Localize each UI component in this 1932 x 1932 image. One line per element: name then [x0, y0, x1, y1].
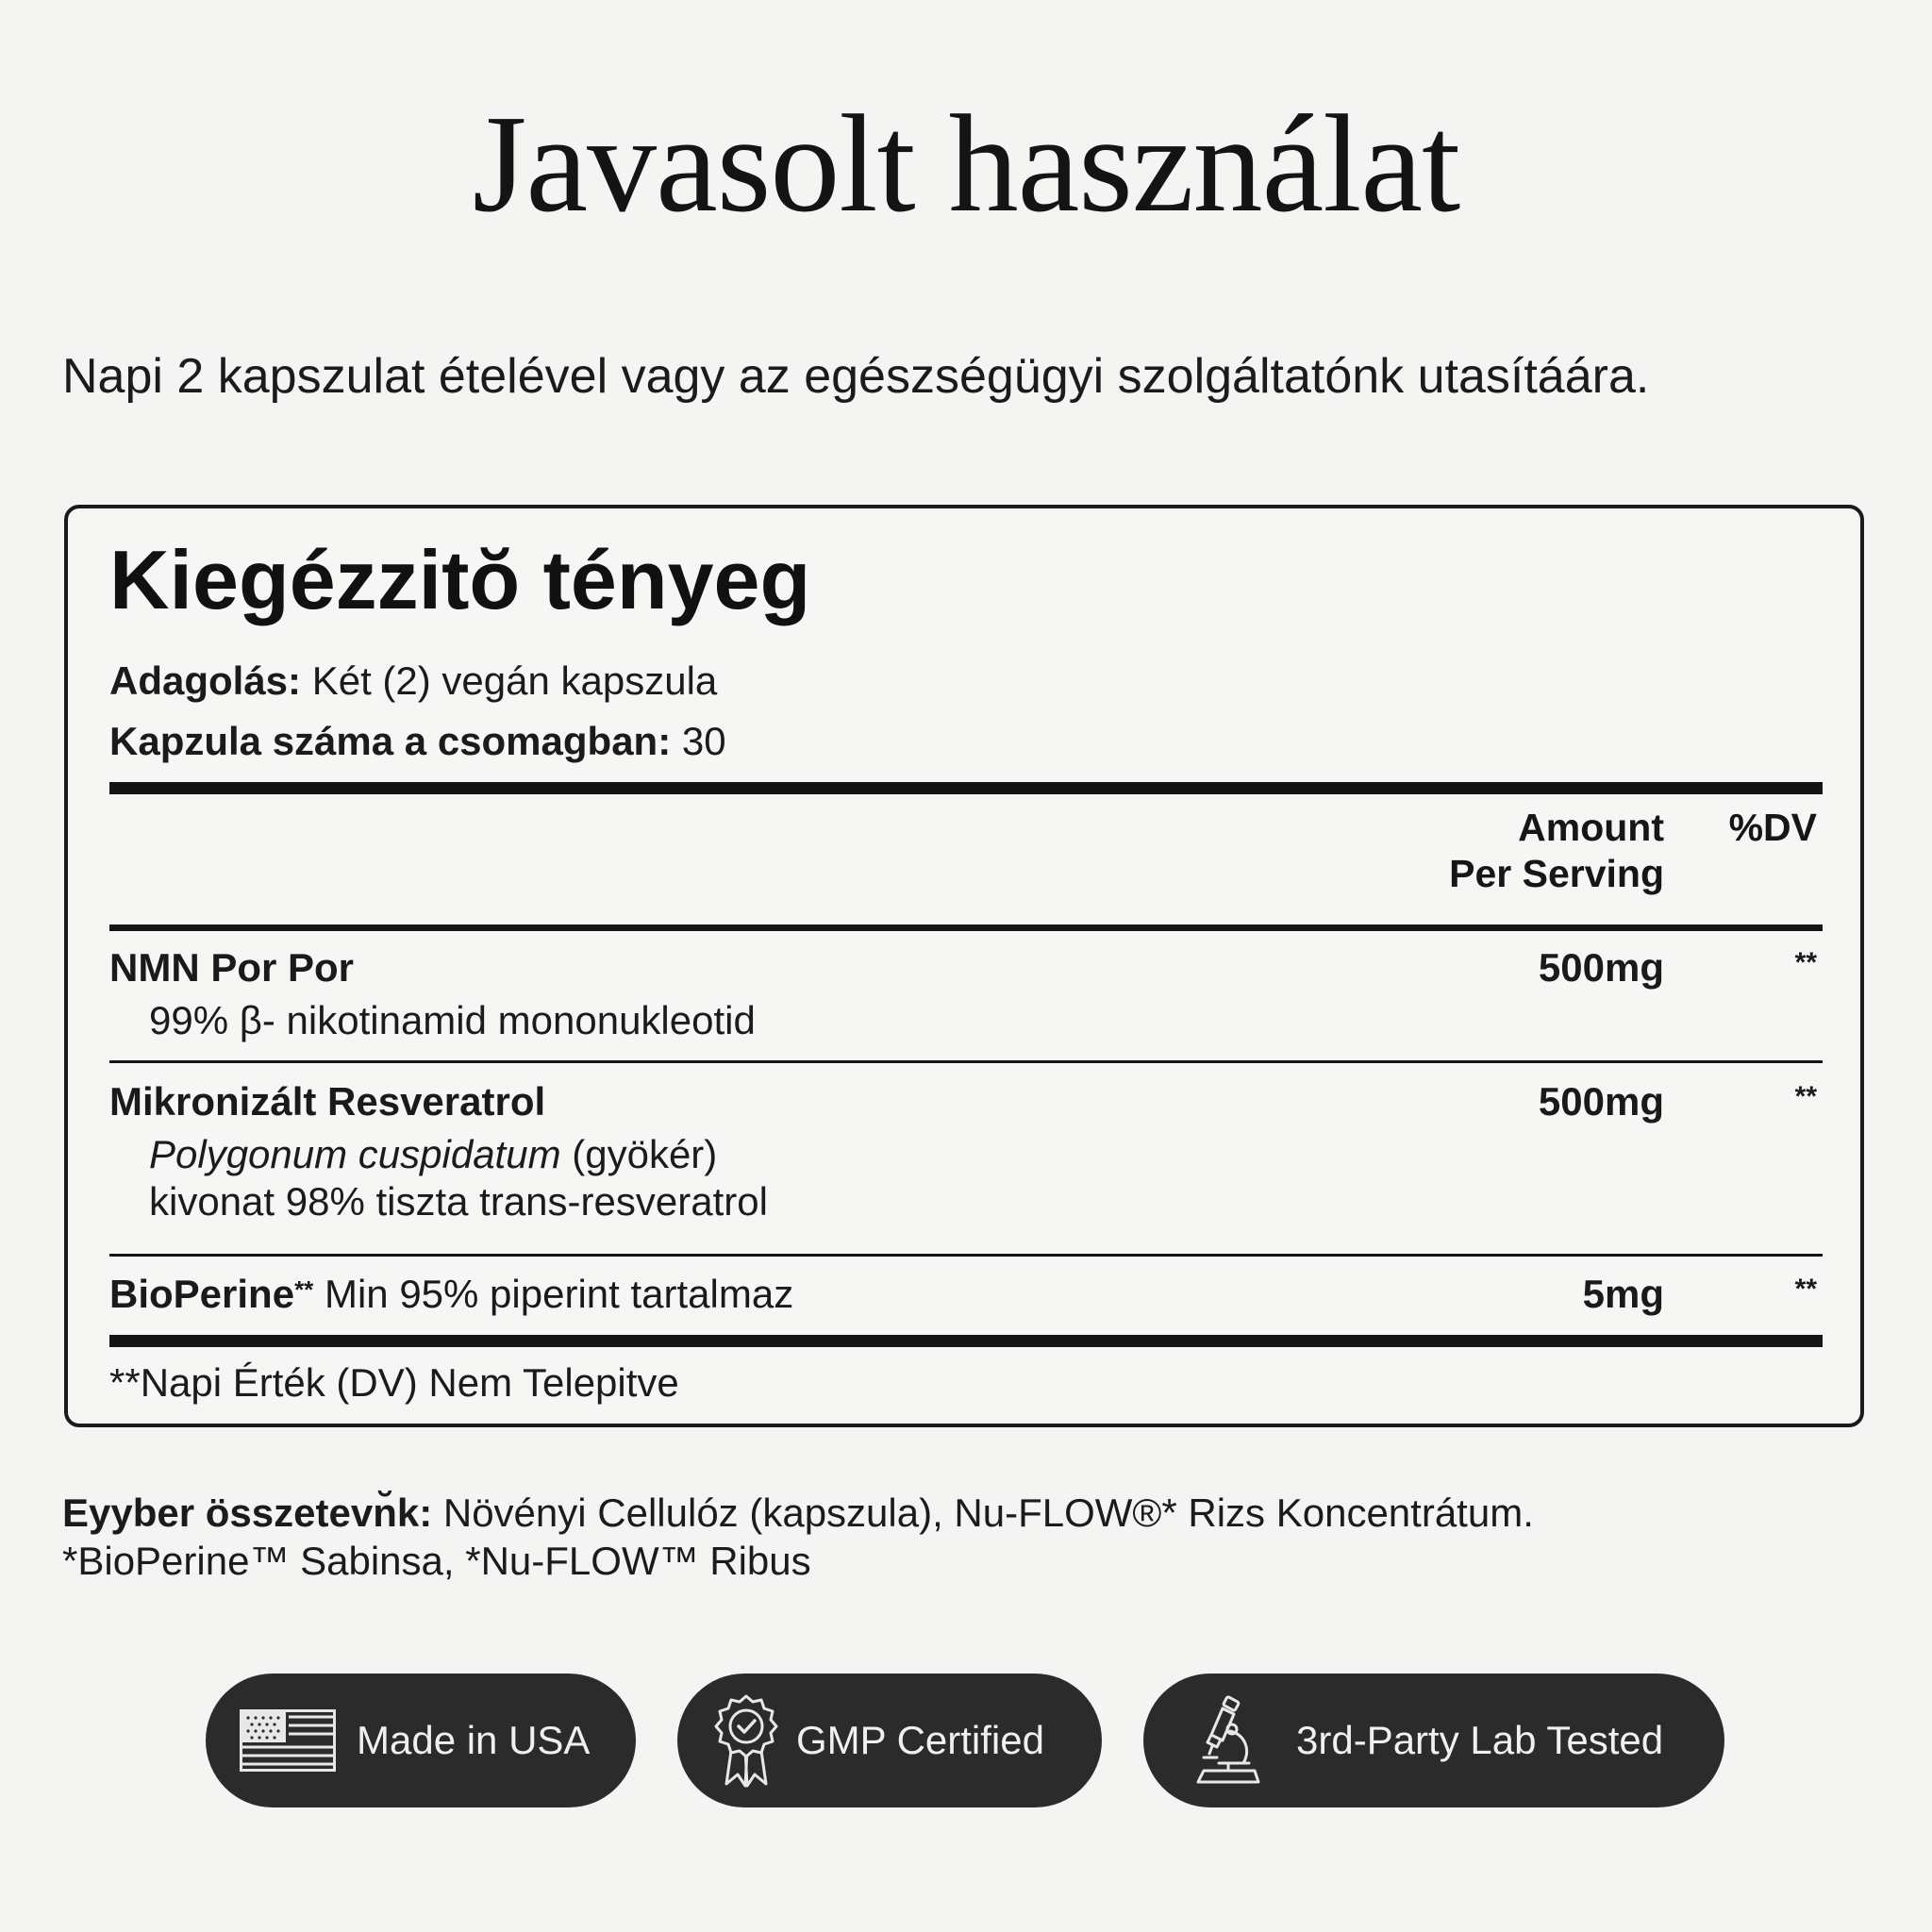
serving-size-line — [109, 658, 717, 705]
ingredient-dv: ** — [1794, 1081, 1817, 1112]
other-ingredients-label: Eyyber összetevn̆k: — [62, 1491, 433, 1535]
made-in-usa-badge — [206, 1674, 636, 1807]
ingredient-description: Min 95% piperint tartalmaz — [313, 1272, 794, 1316]
ingredient-name: NMN Por Por — [109, 945, 355, 990]
other-ingredients-text: Növényi Cellulóz (kapszula), Nu-FLOW®* Rizs Koncentrátum. — [432, 1491, 1534, 1535]
divider-medium — [109, 924, 1823, 931]
gmp-certified-badge — [677, 1674, 1102, 1807]
dv-footnote: **Napi Érték (DV) Nem Telepitve — [109, 1360, 679, 1405]
usage-instructions: Napi 2 kapszulat ételével vagy az egészségügyi szolgáltatónk utasítáára. — [62, 349, 1650, 404]
capsule-count-line — [109, 718, 726, 765]
badge-label: Made in USA — [357, 1718, 591, 1762]
badge-label: GMP Certified — [796, 1718, 1044, 1762]
ingredient-description: 99% β- nikotinamid mononukleotid — [149, 998, 756, 1042]
facts-title: Kiegézzitŏ tényeg — [109, 533, 811, 626]
trademark-note: *BioPerine™ Sabinsa, *Nu-FLOW™ Ribus — [62, 1539, 811, 1584]
ingredient-dv: ** — [1794, 1274, 1817, 1305]
capsule-count-value: 30 — [681, 719, 726, 763]
supplement-facts-panel — [64, 505, 1864, 1427]
amount-header-line2: Per Serving — [1449, 852, 1664, 896]
lab-tested-badge — [1143, 1674, 1724, 1807]
other-ingredients — [62, 1489, 1874, 1585]
page-title: Javasolt használat — [472, 87, 1460, 242]
amount-column-header — [1449, 805, 1664, 897]
certified-seal-icon — [713, 1693, 779, 1788]
serving-size-label: Adagolás: — [109, 658, 302, 703]
ingredient-amount: 5mg — [1582, 1272, 1664, 1316]
divider-thin — [109, 1254, 1823, 1257]
ingredient-description-line2: kivonat 98% tiszta trans-resveratrol — [149, 1179, 768, 1224]
ingredient-amount: 500mg — [1538, 1079, 1664, 1124]
dv-column-header: %DV — [1728, 806, 1817, 849]
amount-header-line1: Amount — [1518, 806, 1664, 849]
capsule-count-label: Kapzula száma a csomagban: — [109, 719, 672, 763]
ingredient-amount: 500mg — [1538, 945, 1664, 990]
botanical-name: Polygonum cuspidatum — [149, 1132, 561, 1176]
divider-thick — [109, 1335, 1823, 1347]
divider-thick — [109, 782, 1823, 794]
ingredient-name: Mikronizált Resveratrol — [109, 1079, 546, 1124]
ingredient-description — [149, 1131, 717, 1178]
ingredient-dv: ** — [1794, 947, 1817, 978]
plant-part: (gyökér) — [560, 1132, 718, 1176]
other-ingredients-line1 — [62, 1489, 1874, 1537]
serving-size-value: Két (2) vegán kapszula — [311, 658, 718, 703]
trademark-mark: ** — [294, 1275, 314, 1304]
divider-thin — [109, 1060, 1823, 1063]
badge-label: 3rd-Party Lab Tested — [1296, 1718, 1664, 1762]
us-flag-icon — [240, 1709, 336, 1772]
ingredient-name: BioPerine — [109, 1272, 295, 1316]
ingredient-line — [109, 1271, 793, 1318]
microscope-icon — [1191, 1695, 1264, 1786]
